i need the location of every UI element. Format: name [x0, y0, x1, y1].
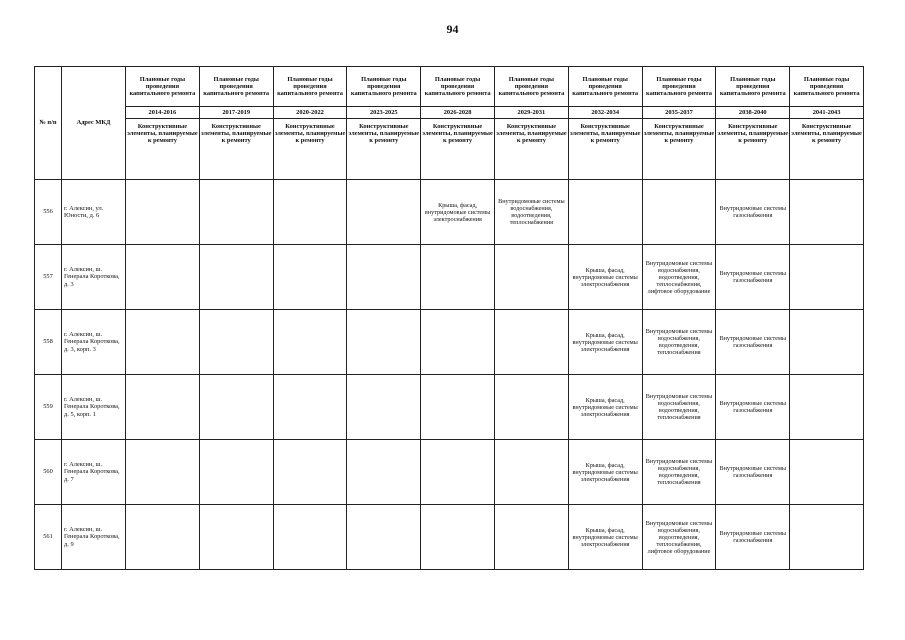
table-cell: [199, 375, 273, 440]
table-row: [35, 440, 864, 505]
header-address: Адрес МКД: [62, 67, 126, 180]
table-row: [35, 375, 864, 440]
table-cell: [347, 245, 421, 310]
header-row-elements: [35, 119, 864, 180]
table-row: [35, 505, 864, 570]
header-period-elements: Конструктивные элементы, планируемые к ремонту: [199, 119, 273, 180]
table-cell: Внутридомовые системы водоснабжения, водоотведения, теплоснабжения: [642, 310, 716, 375]
header-period-elements: Конструктивные элементы, планируемые к ремонту: [273, 119, 347, 180]
table-cell: [494, 440, 568, 505]
table-cell: [126, 310, 200, 375]
row-number: 560: [35, 440, 62, 505]
table-cell: [273, 440, 347, 505]
table-cell: [347, 440, 421, 505]
table-cell: [273, 310, 347, 375]
table-cell: [790, 310, 864, 375]
table-cell: [273, 375, 347, 440]
header-period-title: Плановые годы проведения капитального ремонта: [642, 67, 716, 107]
table-cell: [199, 310, 273, 375]
row-address: г. Алексин, ул. Юности, д. 6: [62, 180, 126, 245]
header-period-elements: Конструктивные элементы, планируемые к ремонту: [494, 119, 568, 180]
header-row-titles: [35, 67, 864, 107]
header-period-years: 2032-2034: [568, 107, 642, 119]
header-period-title: Плановые годы проведения капитального ремонта: [494, 67, 568, 107]
table-cell: [126, 245, 200, 310]
row-number: 557: [35, 245, 62, 310]
table-cell: Внутридомовые системы газоснабжения: [716, 180, 790, 245]
header-period-title: Плановые годы проведения капитального ремонта: [568, 67, 642, 107]
table-cell: [199, 180, 273, 245]
header-period-title: Плановые годы проведения капитального ремонта: [421, 67, 495, 107]
header-period-elements: Конструктивные элементы, планируемые к ремонту: [716, 119, 790, 180]
table-cell: [273, 245, 347, 310]
table-cell: Внутридомовые системы газоснабжения: [716, 440, 790, 505]
table-cell: Крыша, фасад, внутридомовые системы электроснабжения: [568, 310, 642, 375]
table-cell: Крыша, фасад, внутридомовые системы электроснабжения: [568, 245, 642, 310]
table-cell: [273, 180, 347, 245]
table-row: [35, 180, 864, 245]
table-cell: [199, 440, 273, 505]
table-cell: Крыша, фасад, внутридомовые системы электроснабжения: [421, 180, 495, 245]
page-number: 94: [446, 22, 459, 36]
table-cell: [790, 505, 864, 570]
header-period-years: 2029-2031: [494, 107, 568, 119]
table-row: [35, 245, 864, 310]
header-period-years: 2020-2022: [273, 107, 347, 119]
header-period-elements: Конструктивные элементы, планируемые к ремонту: [642, 119, 716, 180]
table-cell: [494, 375, 568, 440]
table-cell: Внутридомовые системы газоснабжения: [716, 245, 790, 310]
header-period-title: Плановые годы проведения капитального ремонта: [273, 67, 347, 107]
header-period-years: 2017-2019: [199, 107, 273, 119]
table-cell: [421, 440, 495, 505]
table-cell: Внутридомовые системы водоснабжения, водоотведения, теплоснабжения: [494, 180, 568, 245]
header-period-title: Плановые годы проведения капитального ремонта: [126, 67, 200, 107]
table-cell: [421, 375, 495, 440]
table-cell: Внутридомовые системы водоснабжения, водоотведения, теплоснабжения: [642, 375, 716, 440]
table-cell: [199, 505, 273, 570]
table-cell: [494, 505, 568, 570]
table-cell: Крыша, фасад, внутридомовые системы электроснабжения: [568, 505, 642, 570]
header-row-years: [35, 107, 864, 119]
header-period-elements: Конструктивные элементы, планируемые к ремонту: [126, 119, 200, 180]
capital-repair-table: [34, 66, 864, 570]
header-period-title: Плановые годы проведения капитального ремонта: [790, 67, 864, 107]
header-period-years: 2041-2043: [790, 107, 864, 119]
header-period-years: 2014-2016: [126, 107, 200, 119]
table-cell: [126, 180, 200, 245]
table-cell: [421, 505, 495, 570]
header-period-title: Плановые годы проведения капитального ремонта: [199, 67, 273, 107]
header-period-years: 2026-2028: [421, 107, 495, 119]
table-cell: Крыша, фасад, внутридомовые системы электроснабжения: [568, 440, 642, 505]
table-row: [35, 310, 864, 375]
table-cell: [126, 440, 200, 505]
row-number: 558: [35, 310, 62, 375]
table-cell: [421, 245, 495, 310]
table-cell: [642, 180, 716, 245]
table-cell: [494, 310, 568, 375]
table-cell: Внутридомовые системы водоснабжения, водоотведения, теплоснабжения, лифтовое оборудование: [642, 245, 716, 310]
row-number: 559: [35, 375, 62, 440]
table-cell: [347, 310, 421, 375]
table-cell: [126, 505, 200, 570]
table-cell: Внутридомовые системы водоснабжения, водоотведения, теплоснабжения, лифтовое оборудование: [642, 505, 716, 570]
table-cell: [347, 375, 421, 440]
header-num: № п/п: [35, 67, 62, 180]
header-period-title: Плановые годы проведения капитального ремонта: [716, 67, 790, 107]
table-cell: [790, 375, 864, 440]
table-cell: Крыша, фасад, внутридомовые системы электроснабжения: [568, 375, 642, 440]
table-cell: Внутридомовые системы газоснабжения: [716, 310, 790, 375]
table-cell: [494, 245, 568, 310]
header-period-elements: Конструктивные элементы, планируемые к ремонту: [421, 119, 495, 180]
row-address: г. Алексин, ш. Генерала Короткова, д. 7: [62, 440, 126, 505]
header-period-years: 2038-2040: [716, 107, 790, 119]
row-address: г. Алексин, ш. Генерала Короткова, д. 3, корп. 3: [62, 310, 126, 375]
header-period-title: Плановые годы проведения капитального ремонта: [347, 67, 421, 107]
table-cell: [568, 180, 642, 245]
header-period-elements: Конструктивные элементы, планируемые к ремонту: [790, 119, 864, 180]
table-cell: [126, 375, 200, 440]
table-cell: Внутридомовые системы газоснабжения: [716, 375, 790, 440]
table-cell: Внутридомовые системы водоснабжения, водоотведения, теплоснабжения: [642, 440, 716, 505]
table-cell: [273, 505, 347, 570]
table-cell: [790, 440, 864, 505]
header-period-elements: Конструктивные элементы, планируемые к ремонту: [347, 119, 421, 180]
table-cell: [199, 245, 273, 310]
table-cell: [347, 505, 421, 570]
header-period-elements: Конструктивные элементы, планируемые к ремонту: [568, 119, 642, 180]
table-cell: [790, 245, 864, 310]
table-cell: Внутридомовые системы газоснабжения: [716, 505, 790, 570]
table-cell: [347, 180, 421, 245]
header-period-years: 2035-2037: [642, 107, 716, 119]
header-period-years: 2023-2025: [347, 107, 421, 119]
row-address: г. Алексин, ш. Генерала Короткова, д. 9: [62, 505, 126, 570]
row-number: 561: [35, 505, 62, 570]
row-number: 556: [35, 180, 62, 245]
table-cell: [421, 310, 495, 375]
row-address: г. Алексин, ш. Генерала Короткова, д. 3: [62, 245, 126, 310]
row-address: г. Алексин, ш. Генерала Короткова, д. 5, корп. 1: [62, 375, 126, 440]
table-cell: [790, 180, 864, 245]
